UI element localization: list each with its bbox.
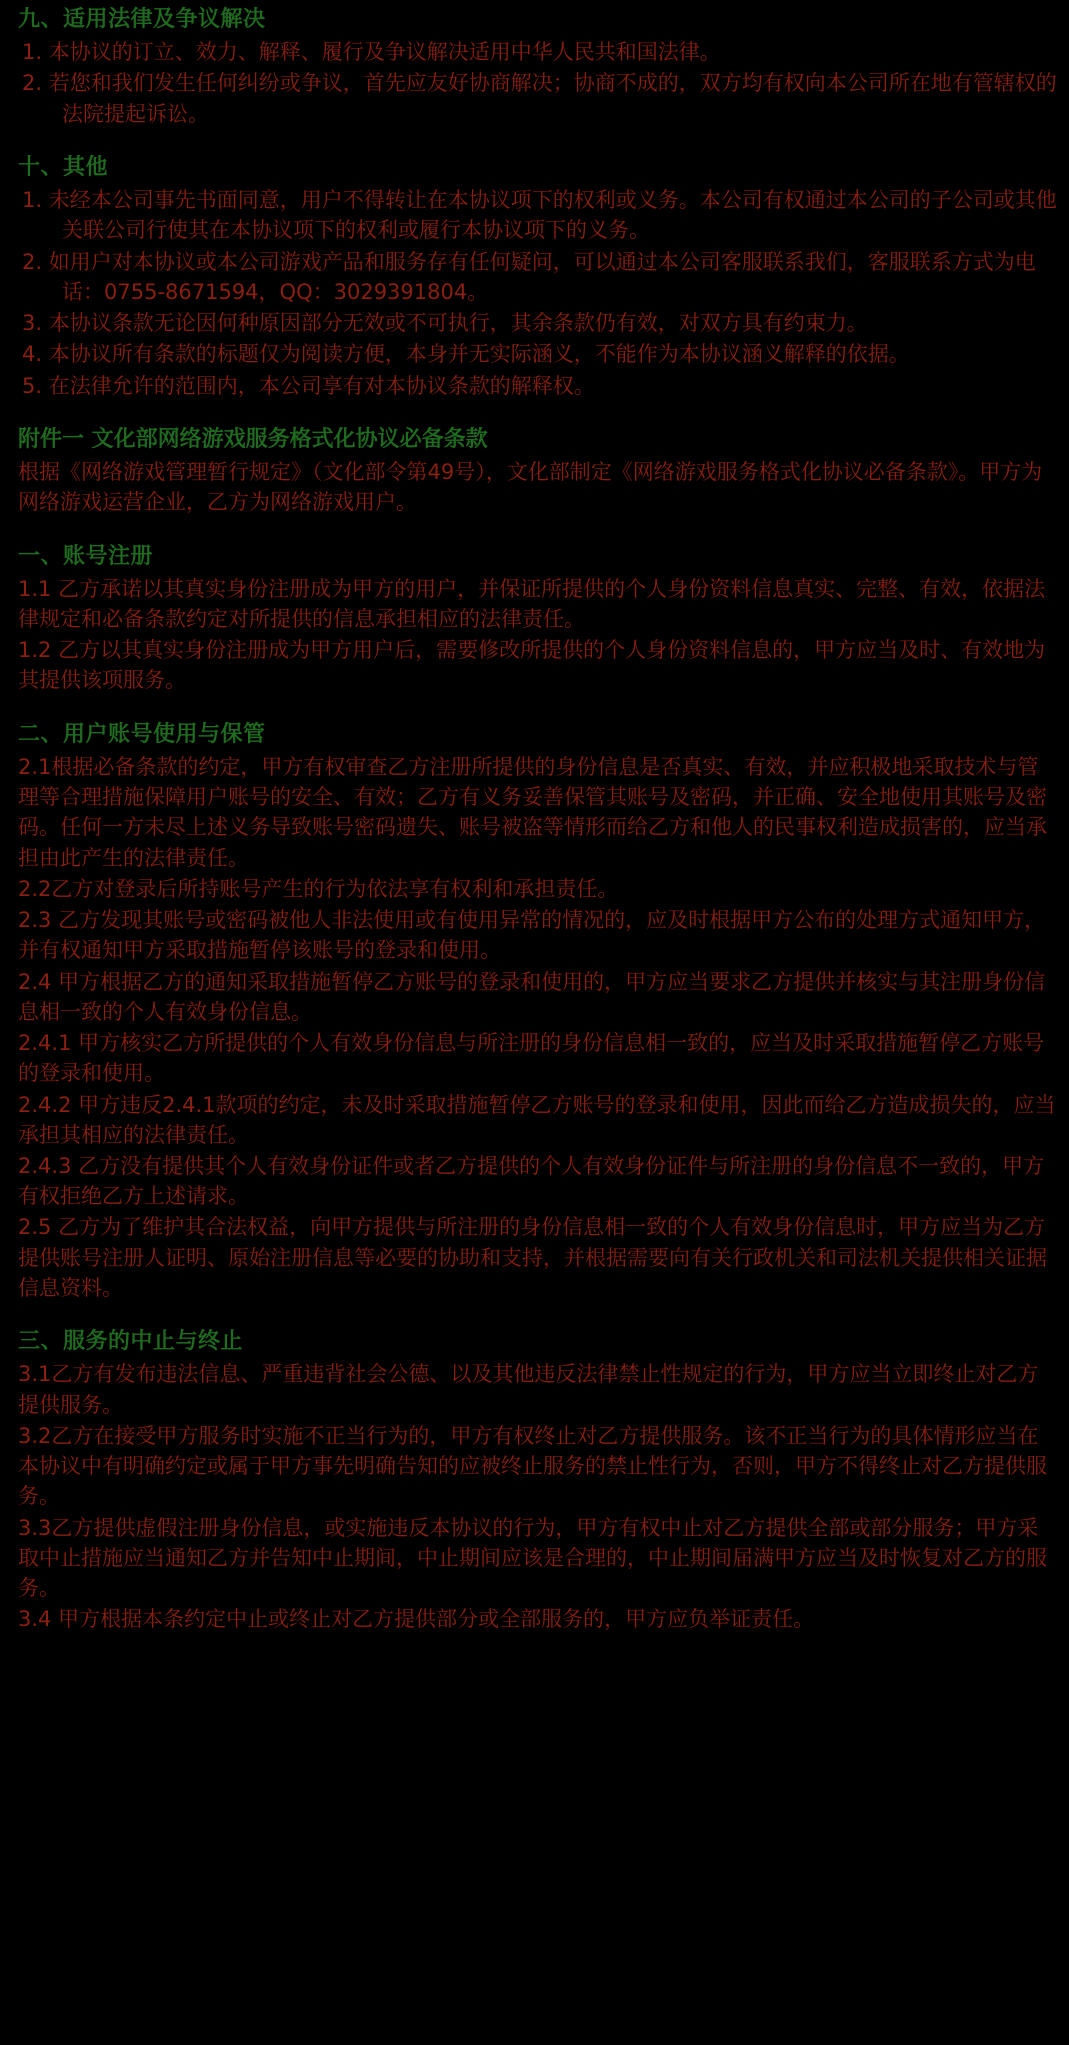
attachment-one	[0, 424, 1069, 518]
attach-section-two	[0, 719, 1069, 1303]
clause: 2.4.2 甲方违反2.4.1款项的约定，未及时采取措施暂停乙方账号的登录和使用，因此而给乙方造成损失的，应当承担其相应的法律责任。	[18, 1092, 1056, 1147]
section-ten	[0, 152, 1069, 401]
clause: 1.2 乙方以其真实身份注册成为甲方用户后，需要修改所提供的个人身份资料信息的，甲方应当及时、有效地为其提供该项服务。	[18, 638, 1046, 693]
attach-section-one	[0, 541, 1069, 696]
section-nine-heading: 九、适用法律及争议解决	[18, 7, 266, 32]
attach-section-two-heading: 二、用户账号使用与保管	[18, 721, 266, 747]
clause: 2.5 乙方为了维护其合法权益，向甲方提供与所注册的身份信息相一致的个人有效身份信息时，甲方应当为乙方提供账号注册人证明、原始注册信息等必要的协助和支持，并根据需要向有关行政机关和司法机关提供相关证据信息资料。	[18, 1215, 1047, 1300]
clause: 1.1 乙方承诺以其真实身份注册成为甲方的用户，并保证所提供的个人身份资料信息真实、完整、有效，依据法律规定和必备条款约定对所提供的信息承担相应的法律责任。	[18, 576, 1046, 631]
clause: 3.4 甲方根据本条约定中止或终止对乙方提供部分或全部服务的，甲方应负举证责任。	[18, 1607, 815, 1632]
attachment-intro: 根据《网络游戏管理暂行规定》（文化部令第49号），文化部制定《网络游戏服务格式化协议必备条款》。甲方为网络游戏运营企业，乙方为网络游戏用户。	[18, 460, 1043, 515]
section-nine-list	[0, 37, 1069, 129]
spacer	[0, 402, 1069, 424]
clause: 3.1乙方有发布违法信息、严重违背社会公德、以及其他违反法律禁止性规定的行为，甲方应当立即终止对乙方提供服务。	[18, 1362, 1039, 1417]
list-item: 1. 本协议的订立、效力、解释、履行及争议解决适用中华人民共和国法律。	[22, 40, 721, 65]
list-item: 3. 本协议条款无论因何种原因部分无效或不可执行，其余条款仍有效，对双方具有约束力。	[22, 311, 868, 336]
spacer	[0, 519, 1069, 541]
section-nine	[0, 4, 1069, 129]
attach-section-one-heading: 一、账号注册	[18, 543, 154, 569]
clause: 2.4 甲方根据乙方的通知采取措施暂停乙方账号的登录和使用的，甲方应当要求乙方提供并核实与其注册身份信息相一致的个人有效身份信息。	[18, 969, 1046, 1024]
spacer	[0, 130, 1069, 152]
clause: 3.2乙方在接受甲方服务时实施不正当行为的，甲方有权终止对乙方提供服务。该不正当行为的具体情形应当在本协议中有明确约定或属于甲方事先明确告知的应被终止服务的禁止性行为，否则，甲方不得终止对乙方提供服务。	[18, 1423, 1047, 1509]
list-item: 2. 若您和我们发生任何纠纷或争议，首先应友好协商解决；协商不成的，双方均有权向本公司所在地有管辖权的法院提起诉讼。	[22, 71, 1057, 126]
clause: 2.4.1 甲方核实乙方所提供的个人有效身份信息与所注册的身份信息相一致的，应当及时采取措施暂停乙方账号的登录和使用。	[18, 1031, 1045, 1086]
list-item: 4. 本协议所有条款的标题仅为阅读方便，本身并无实际涵义，不能作为本协议涵义解释的依据。	[22, 342, 910, 367]
clause: 2.3 乙方发现其账号或密码被他人非法使用或有使用异常的情况的，应及时根据甲方公布的处理方式通知甲方，并有权通知甲方采取措施暂停该账号的登录和使用。	[18, 908, 1046, 963]
attachment-title: 附件一 文化部网络游戏服务格式化协议必备条款	[18, 426, 488, 452]
section-ten-list	[0, 185, 1069, 401]
attach-section-three	[0, 1326, 1069, 1634]
clause: 2.4.3 乙方没有提供其个人有效身份证件或者乙方提供的个人有效身份证件与所注册的身份信息不一致的，甲方有权拒绝乙方上述请求。	[18, 1153, 1045, 1209]
spacer	[0, 1304, 1069, 1326]
clause: 2.2乙方对登录后所持账号产生的行为依法享有权利和承担责任。	[18, 876, 619, 901]
list-item: 5. 在法律允许的范围内，本公司享有对本协议条款的解释权。	[22, 373, 595, 398]
list-item: 1. 未经本公司事先书面同意，用户不得转让在本协议项下的权利或义务。本公司有权通过本公司的子公司或其他关联公司行使其在本协议项下的权利或履行本协议项下的义务。	[22, 188, 1057, 243]
clause: 2.1根据必备条款的约定，甲方有权审查乙方注册所提供的身份信息是否真实、有效，并应积极地采取技术与管理等合理措施保障用户账号的安全、有效；乙方有义务妥善保管其账号及密码，并正确、安全地使用其账号及密码。任何一方未尽上述义务导致账号密码遗失、账号被盗等情形而给乙方和他人的民事权利造成损害的，应当承担由此产生的法律责任。	[18, 754, 1047, 870]
attach-section-three-heading: 三、服务的中止与终止	[18, 1329, 244, 1355]
clause: 3.3乙方提供虚假注册身份信息，或实施违反本协议的行为，甲方有权中止对乙方提供全部或部分服务；甲方采取中止措施应当通知乙方并告知中止期间，中止期间应该是合理的，中止期间届满甲方应当及时恢复对乙方的服务。	[18, 1515, 1047, 1601]
spacer	[0, 697, 1069, 719]
list-item: 2. 如用户对本协议或本公司游戏产品和服务存有任何疑问，可以通过本公司客服联系我们，客服联系方式为电话：0755-8671594，QQ：3029391804。	[22, 249, 1036, 304]
section-ten-heading: 十、其他	[18, 154, 109, 180]
